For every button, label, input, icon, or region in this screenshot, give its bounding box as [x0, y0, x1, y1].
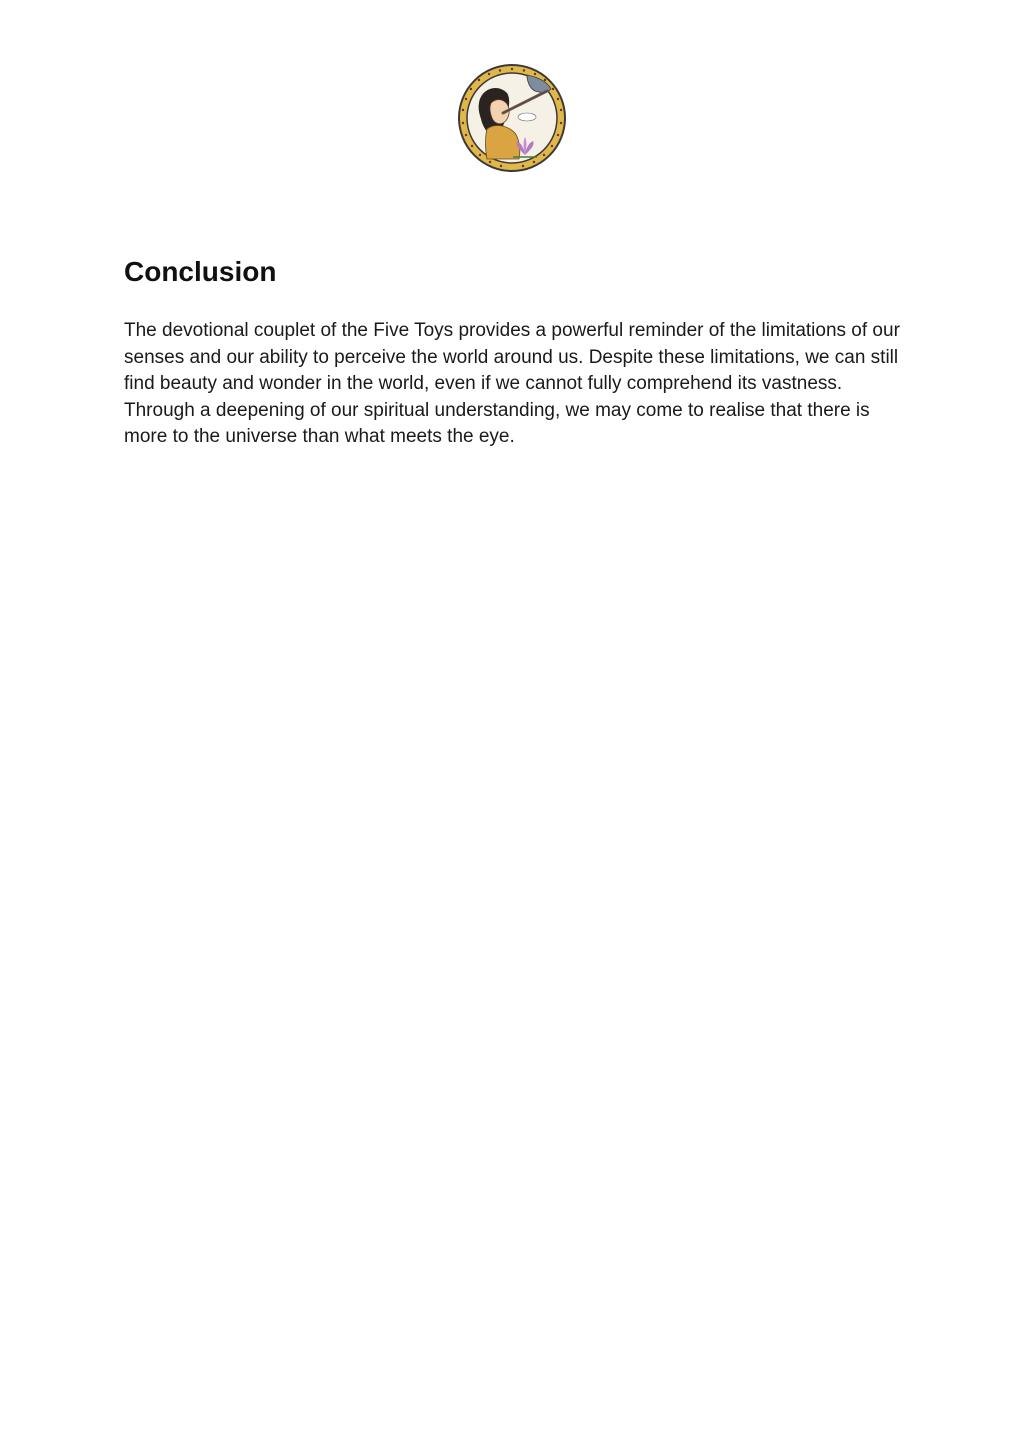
seal-logo-icon	[457, 63, 567, 173]
section-heading: Conclusion	[124, 256, 277, 287]
conclusion-paragraph: The devotional couplet of the Five Toys provides a powerful reminder of the limitations of our senses and our ability to perceive the world around us. Despite these limitations, we can still find beauty and wonder in the world, even if we cannot fully comprehend its vastness. Through a deepening of our spiritual understanding, we may come to realise that there is more to the universe than what meets the eye.	[124, 320, 900, 448]
